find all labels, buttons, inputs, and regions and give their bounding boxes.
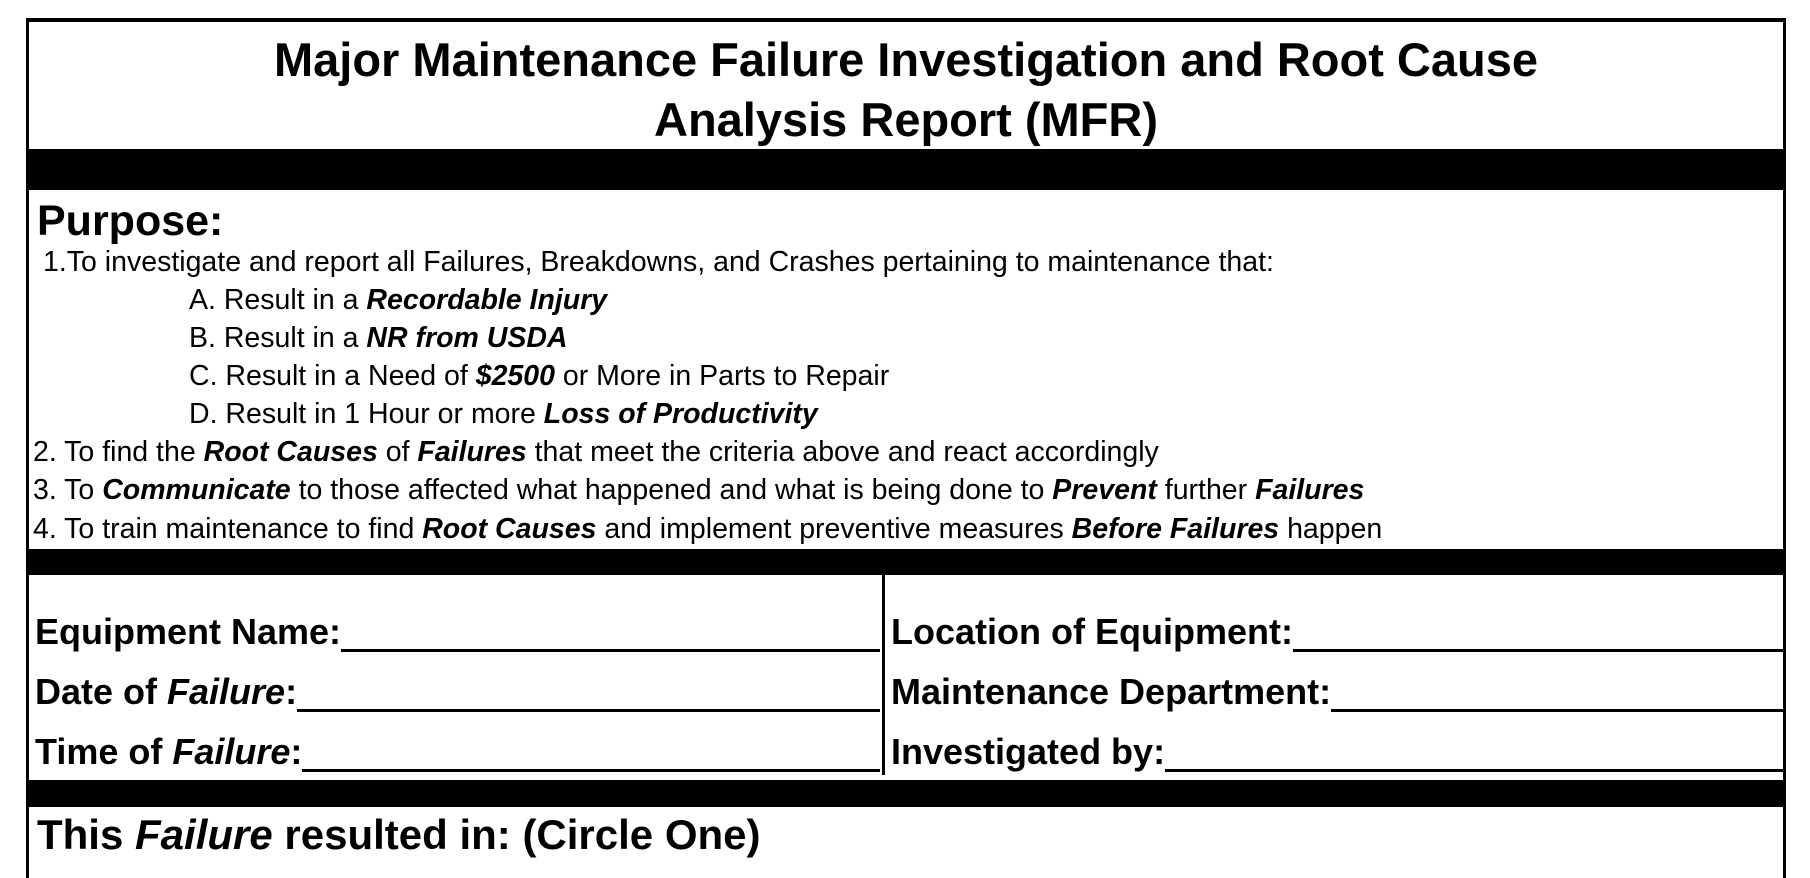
time-label-emphasis: Failure [172, 731, 291, 772]
item-2-part: that meet the criteria above and react accordingly [526, 436, 1159, 468]
item-3-part: to those affected what happened and what is being done to [290, 474, 1053, 506]
item-3-part: further [1156, 474, 1256, 506]
item-3-emphasis: Communicate [102, 474, 291, 506]
report-title [29, 30, 1783, 150]
date-label-emphasis: Failure [167, 671, 286, 712]
time-label-colon: : [290, 731, 303, 772]
department-label: Maintenance Department: [891, 671, 1332, 712]
purpose-item-4 [33, 512, 1382, 546]
item-4-part: 4. To train maintenance to find [33, 513, 423, 545]
date-label-colon: : [285, 671, 298, 712]
item-2-emphasis: Root Causes [203, 436, 378, 468]
item-2-emphasis: Failures [417, 436, 527, 468]
equipment-name-blank[interactable] [341, 619, 880, 652]
item-c-tail: or More in Parts to Repair [555, 360, 890, 392]
result-heading [37, 812, 761, 858]
department-field[interactable] [891, 670, 1783, 714]
section-divider-bar [29, 149, 1783, 190]
column-divider [882, 575, 885, 775]
item-4-emphasis: Root Causes [422, 513, 597, 545]
location-label: Location of Equipment: [891, 611, 1293, 652]
time-of-failure-label [35, 730, 302, 774]
purpose-item-2 [33, 435, 1159, 469]
date-of-failure-field[interactable] [35, 670, 880, 714]
time-of-failure-blank[interactable] [302, 739, 880, 772]
item-2-part: of [377, 436, 418, 468]
item-3-part: 3. To [33, 474, 103, 506]
item-c-text: C. Result in a Need of [189, 360, 476, 392]
time-of-failure-field[interactable] [35, 730, 880, 774]
result-emphasis: Failure [135, 811, 273, 858]
result-text: resulted in: (Circle One) [272, 811, 761, 858]
item-3-emphasis: Prevent [1052, 474, 1157, 506]
purpose-item-b [189, 321, 568, 355]
item-a-text: A. Result in a [189, 284, 367, 316]
date-of-failure-blank[interactable] [297, 679, 880, 712]
title-line-1: Major Maintenance Failure Investigation and Root Cause [274, 33, 1538, 86]
section-divider-bar [29, 780, 1783, 807]
purpose-item-c [189, 359, 889, 393]
investigated-by-blank[interactable] [1165, 739, 1783, 772]
date-label-text: Date of [35, 671, 168, 712]
item-b-emphasis: NR from USDA [366, 322, 568, 354]
location-field[interactable] [891, 610, 1783, 654]
item-c-emphasis: $2500 [475, 360, 555, 392]
section-divider-bar [29, 549, 1783, 575]
item-d-emphasis: Loss of Productivity [543, 398, 818, 430]
purpose-item-1: 1.To investigate and report all Failures, Breakdowns, and Crashes pertaining to maintenance that: [43, 246, 1274, 278]
item-3-emphasis: Failures [1255, 474, 1365, 506]
purpose-item-3 [33, 473, 1364, 507]
department-blank[interactable] [1331, 679, 1783, 712]
purpose-item-d [189, 397, 818, 431]
item-4-emphasis: Before Failures [1071, 513, 1280, 545]
time-label-text: Time of [35, 731, 173, 772]
purpose-heading: Purpose: [37, 197, 224, 245]
purpose-item-a [189, 283, 607, 317]
item-d-text: D. Result in 1 Hour or more [189, 398, 544, 430]
item-a-emphasis: Recordable Injury [366, 284, 608, 316]
report-form [26, 18, 1786, 878]
investigated-by-field[interactable] [891, 730, 1783, 774]
investigated-by-label: Investigated by: [891, 731, 1166, 772]
equipment-name-field[interactable] [35, 610, 880, 654]
item-2-part: 2. To find the [33, 436, 204, 468]
date-of-failure-label [35, 670, 297, 714]
result-text: This [37, 811, 136, 858]
location-blank[interactable] [1293, 619, 1783, 652]
item-4-part: happen [1279, 513, 1383, 545]
item-4-part: and implement preventive measures [596, 513, 1072, 545]
equipment-name-label: Equipment Name: [35, 611, 342, 652]
item-b-text: B. Result in a [189, 322, 367, 354]
title-line-2: Analysis Report (MFR) [654, 93, 1158, 146]
